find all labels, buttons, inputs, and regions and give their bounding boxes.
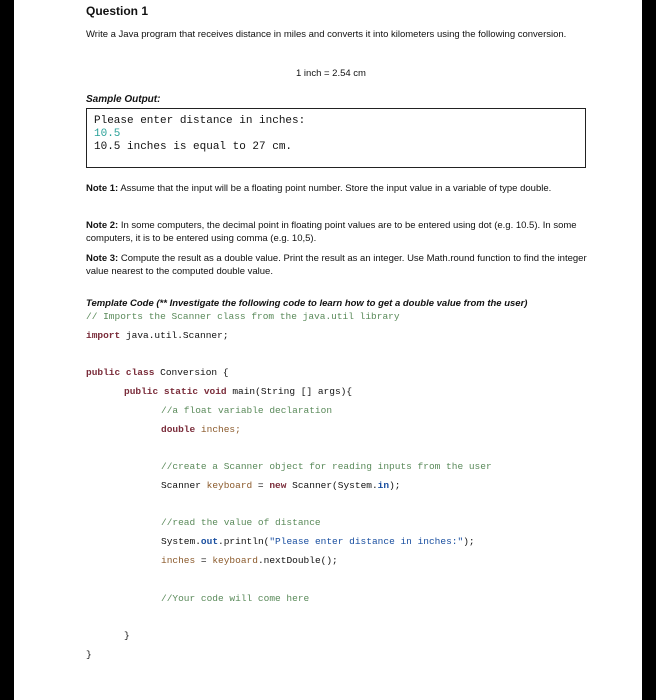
code-keyboard-var: keyboard — [212, 555, 258, 566]
code-inches-decl: inches; — [195, 424, 241, 435]
code-class-line — [86, 367, 229, 378]
note-2-text: In some computers, the decimal point in floating point values are to be entered using dot (e.g. 10.5). In some computers, it is to be entered using comma (e.g. 10,5). — [86, 220, 577, 244]
code-double-line — [161, 424, 241, 435]
code-inches-var: inches — [161, 555, 196, 566]
code-next-double: .nextDouble(); — [257, 555, 338, 566]
code-scanner-line — [161, 480, 400, 491]
left-border — [0, 0, 14, 700]
right-border — [642, 0, 656, 700]
code-println-call: .println( — [218, 536, 270, 547]
intro-paragraph: Write a Java program that receives distance in miles and converts it into kilometers using the following conversion. — [86, 29, 567, 40]
code-out-field: out — [200, 536, 219, 547]
conversion-formula: 1 inch = 2.54 cm — [296, 68, 366, 79]
note-1-text: Assume that the input will be a floating point number. Store the input value in a variable of type double. — [118, 183, 552, 194]
code-new-keyword: new — [269, 480, 287, 491]
code-comment-scanner: //create a Scanner object for reading inputs from the user — [161, 461, 492, 472]
code-import-keyword: import — [86, 330, 121, 341]
code-comment-your-code: //Your code will come here — [161, 593, 310, 604]
code-scanner-var: keyboard — [200, 480, 253, 491]
code-scanner-end: ); — [389, 480, 401, 491]
template-heading: Template Code (** Investigate the following code to learn how to get a double value from the user) — [86, 298, 528, 309]
code-close-main: } — [124, 630, 130, 641]
code-println-end: ); — [463, 536, 475, 547]
sample-output-label: Sample Output: — [86, 94, 161, 105]
code-println-string: "Please enter distance in inches:" — [269, 536, 464, 547]
code-main-line — [124, 386, 352, 397]
code-comment-read: //read the value of distance — [161, 517, 321, 528]
code-scanner-eq: = — [252, 480, 270, 491]
document-page — [14, 0, 642, 700]
code-in-field: in — [377, 480, 390, 491]
note-1 — [86, 182, 596, 195]
note-2-label: Note 2: — [86, 220, 119, 231]
code-import-line — [86, 330, 229, 341]
code-class-keyword: public class — [86, 367, 155, 378]
code-read-eq: = — [195, 555, 213, 566]
note-1-label: Note 1: — [86, 183, 119, 194]
note-2 — [86, 219, 596, 245]
output-line-input: 10.5 — [94, 128, 121, 140]
question-title: Question 1 — [86, 4, 149, 18]
code-double-keyword: double — [161, 424, 196, 435]
output-line-result: 10.5 inches is equal to 27 cm. — [94, 141, 293, 153]
note-3-label: Note 3: — [86, 253, 119, 264]
code-import-path: java.util.Scanner; — [120, 330, 229, 341]
code-scanner-type: Scanner — [161, 480, 201, 491]
code-main-signature: main(String [] args){ — [226, 386, 353, 397]
code-close-class: } — [86, 649, 92, 660]
code-main-keyword: public static void — [124, 386, 227, 397]
code-read-line — [161, 555, 338, 566]
code-class-name: Conversion { — [154, 367, 229, 378]
code-println-line — [161, 536, 475, 547]
code-comment-float: //a float variable declaration — [161, 405, 333, 416]
output-line-prompt: Please enter distance in inches: — [94, 115, 306, 127]
code-comment-import: // Imports the Scanner class from the java.util library — [86, 311, 400, 322]
code-scanner-ctor: Scanner(System. — [286, 480, 378, 491]
note-3-text: Compute the result as a double value. Print the result as an integer. Use Math.round function to find the integer value nearest to the computed double value. — [86, 253, 587, 277]
note-3 — [86, 252, 596, 278]
code-println-system: System. — [161, 536, 201, 547]
